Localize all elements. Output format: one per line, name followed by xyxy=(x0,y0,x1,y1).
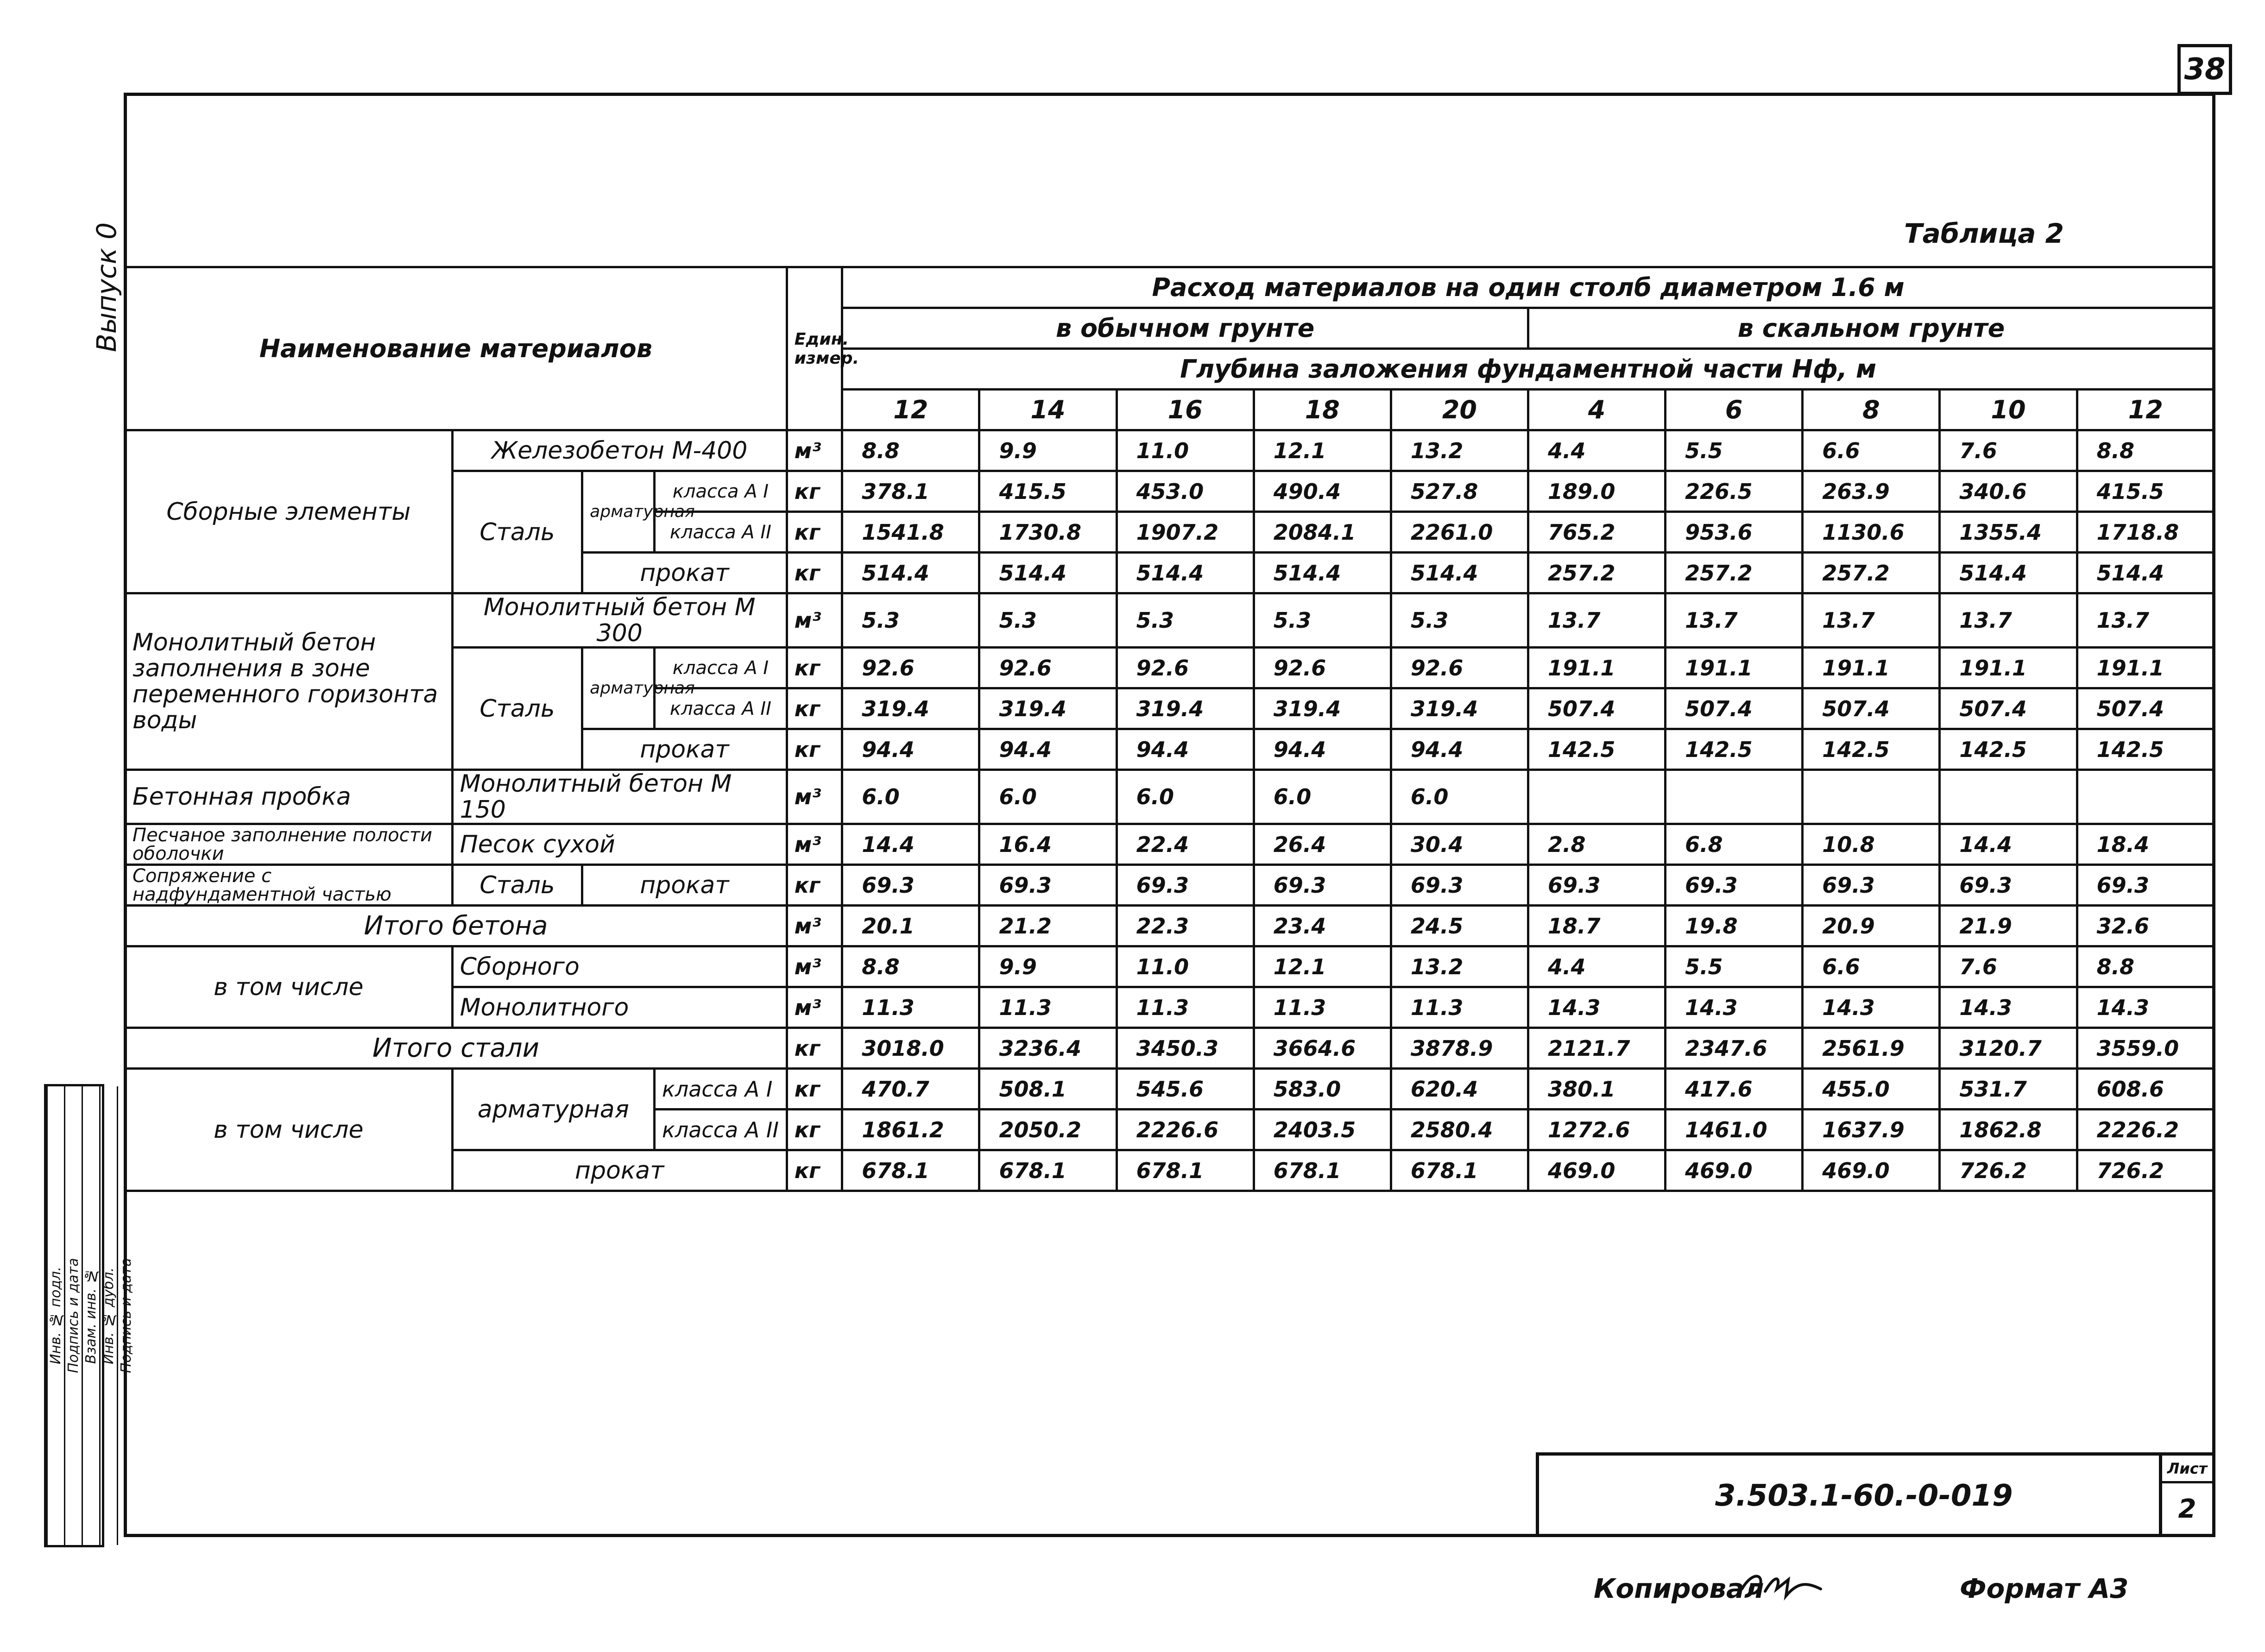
value-cell: 417.6 xyxy=(1666,1069,1803,1110)
value-cell: 263.9 xyxy=(1803,471,1940,512)
value-cell: 142.5 xyxy=(2077,729,2214,770)
table-row xyxy=(125,593,2215,648)
unit-cell: кг xyxy=(787,865,842,906)
unit-cell: кг xyxy=(787,688,842,729)
value-cell: 92.6 xyxy=(979,648,1117,688)
row-label: прокат xyxy=(582,729,787,770)
value-cell: 3120.7 xyxy=(1940,1028,2077,1069)
unit-cell: кг xyxy=(787,1069,842,1110)
stamp-column: Инв. № дубл. xyxy=(99,1086,117,1545)
page-number: 38 xyxy=(2177,44,2232,95)
value-cell: 14.3 xyxy=(1940,987,2077,1028)
value-cell xyxy=(1940,770,2077,824)
row-label: Сборные элементы xyxy=(125,430,453,593)
value-cell: 21.9 xyxy=(1940,906,2077,946)
value-cell: 13.7 xyxy=(1666,593,1803,648)
row-label: Монолитный бетон М 150 xyxy=(452,770,787,824)
unit-cell: кг xyxy=(787,1150,842,1191)
unit-cell: м³ xyxy=(787,824,842,865)
stamp-column: Подпись и дата xyxy=(64,1086,82,1545)
value-cell: 13.7 xyxy=(2077,593,2214,648)
value-cell: 8.8 xyxy=(2077,946,2214,987)
row-label: Сталь xyxy=(452,648,582,770)
value-cell: 191.1 xyxy=(1803,648,1940,688)
value-cell: 319.4 xyxy=(1254,688,1391,729)
value-cell: 13.7 xyxy=(1803,593,1940,648)
value-cell: 8.8 xyxy=(2077,430,2214,471)
value-cell: 5.5 xyxy=(1666,430,1803,471)
value-cell: 2050.2 xyxy=(979,1110,1117,1150)
value-cell: 1541.8 xyxy=(842,512,979,553)
value-cell: 6.0 xyxy=(979,770,1117,824)
row-label: Итого стали xyxy=(125,1028,787,1069)
value-cell: 13.7 xyxy=(1528,593,1666,648)
value-cell: 69.3 xyxy=(1254,865,1391,906)
row-label: арматурная xyxy=(582,471,655,553)
value-cell: 92.6 xyxy=(1391,648,1528,688)
row-label: Итого бетона xyxy=(125,906,787,946)
value-cell: 514.4 xyxy=(2077,553,2214,593)
value-cell: 142.5 xyxy=(1666,729,1803,770)
depth-value: 18 xyxy=(1254,390,1391,430)
rock-soil-header: в скальном грунте xyxy=(1528,308,2215,349)
value-cell xyxy=(1528,770,1666,824)
row-label: Бетонная пробка xyxy=(125,770,453,824)
value-cell: 191.1 xyxy=(1940,648,2077,688)
value-cell: 6.0 xyxy=(842,770,979,824)
unit-cell: кг xyxy=(787,471,842,512)
row-label: Песок сухой xyxy=(452,824,787,865)
value-cell: 514.4 xyxy=(842,553,979,593)
value-cell: 142.5 xyxy=(1803,729,1940,770)
unit-cell: м³ xyxy=(787,770,842,824)
value-cell: 514.4 xyxy=(1940,553,2077,593)
value-cell: 1130.6 xyxy=(1803,512,1940,553)
value-cell: 11.0 xyxy=(1117,430,1254,471)
value-cell: 6.0 xyxy=(1254,770,1391,824)
table-row xyxy=(125,770,2215,824)
value-cell: 380.1 xyxy=(1528,1069,1666,1110)
name-column-header: Наименование материалов xyxy=(125,267,787,430)
table-row xyxy=(125,824,2215,865)
value-cell: 5.3 xyxy=(1254,593,1391,648)
value-cell: 6.8 xyxy=(1666,824,1803,865)
unit-cell: кг xyxy=(787,553,842,593)
value-cell: 583.0 xyxy=(1254,1069,1391,1110)
sheet-number: 2 xyxy=(2178,1494,2196,1524)
value-cell: 14.3 xyxy=(2077,987,2214,1028)
value-cell: 1637.9 xyxy=(1803,1110,1940,1150)
value-cell: 514.4 xyxy=(979,553,1117,593)
value-cell xyxy=(2077,770,2214,824)
value-cell: 13.2 xyxy=(1391,430,1528,471)
unit-cell: кг xyxy=(787,648,842,688)
value-cell: 340.6 xyxy=(1940,471,2077,512)
unit-column-header: Един. измер. xyxy=(787,267,842,430)
value-cell xyxy=(1666,770,1803,824)
row-label: Песчаное заполнение полости оболочки xyxy=(125,824,453,865)
value-cell: 507.4 xyxy=(2077,688,2214,729)
value-cell: 726.2 xyxy=(1940,1150,2077,1191)
row-label: класса А I xyxy=(655,471,787,512)
value-cell: 191.1 xyxy=(2077,648,2214,688)
value-cell: 3559.0 xyxy=(2077,1028,2214,1069)
value-cell: 69.3 xyxy=(1391,865,1528,906)
value-cell: 11.3 xyxy=(842,987,979,1028)
row-label: в том числе xyxy=(125,946,453,1028)
value-cell: 69.3 xyxy=(1803,865,1940,906)
value-cell: 1355.4 xyxy=(1940,512,2077,553)
value-cell: 12.1 xyxy=(1254,946,1391,987)
value-cell: 69.3 xyxy=(1940,865,2077,906)
value-cell: 4.4 xyxy=(1528,946,1666,987)
value-cell: 378.1 xyxy=(842,471,979,512)
value-cell: 14.3 xyxy=(1528,987,1666,1028)
value-cell: 1718.8 xyxy=(2077,512,2214,553)
value-cell: 14.3 xyxy=(1666,987,1803,1028)
value-cell: 69.3 xyxy=(842,865,979,906)
row-label: класса А II xyxy=(655,1110,787,1150)
value-cell: 1272.6 xyxy=(1528,1110,1666,1150)
value-cell: 2226.6 xyxy=(1117,1110,1254,1150)
value-cell: 2226.2 xyxy=(2077,1110,2214,1150)
value-cell: 7.6 xyxy=(1940,430,2077,471)
value-cell: 3450.3 xyxy=(1117,1028,1254,1069)
depth-value: 12 xyxy=(2077,390,2214,430)
value-cell: 19.8 xyxy=(1666,906,1803,946)
value-cell: 191.1 xyxy=(1528,648,1666,688)
value-cell: 191.1 xyxy=(1666,648,1803,688)
value-cell: 3018.0 xyxy=(842,1028,979,1069)
value-cell: 11.0 xyxy=(1117,946,1254,987)
value-cell: 16.4 xyxy=(979,824,1117,865)
sheet-label: Лист xyxy=(2162,1456,2212,1483)
value-cell: 13.2 xyxy=(1391,946,1528,987)
row-label: Сборного xyxy=(452,946,787,987)
value-cell: 69.3 xyxy=(1666,865,1803,906)
main-header: Расход материалов на один столб диаметром 1.6 м xyxy=(842,267,2215,308)
value-cell: 3664.6 xyxy=(1254,1028,1391,1069)
value-cell: 9.9 xyxy=(979,430,1117,471)
row-label: арматурная xyxy=(452,1069,654,1150)
value-cell: 11.3 xyxy=(1117,987,1254,1028)
value-cell: 678.1 xyxy=(1391,1150,1528,1191)
row-label: в том числе xyxy=(125,1069,453,1191)
depth-value: 16 xyxy=(1117,390,1254,430)
sheet-cell xyxy=(2159,1456,2212,1534)
value-cell: 514.4 xyxy=(1117,553,1254,593)
value-cell: 514.4 xyxy=(1254,553,1391,593)
value-cell: 94.4 xyxy=(842,729,979,770)
value-cell: 678.1 xyxy=(1254,1150,1391,1191)
value-cell: 1861.2 xyxy=(842,1110,979,1150)
row-label: Сопряжение с надфундаментной частью xyxy=(125,865,453,906)
value-cell: 508.1 xyxy=(979,1069,1117,1110)
value-cell: 22.3 xyxy=(1117,906,1254,946)
value-cell: 507.4 xyxy=(1666,688,1803,729)
depth-value: 20 xyxy=(1391,390,1528,430)
value-cell: 22.4 xyxy=(1117,824,1254,865)
value-cell: 69.3 xyxy=(1117,865,1254,906)
value-cell: 678.1 xyxy=(979,1150,1117,1191)
depth-value: 12 xyxy=(842,390,979,430)
value-cell: 469.0 xyxy=(1528,1150,1666,1191)
depth-value: 4 xyxy=(1528,390,1666,430)
value-cell: 765.2 xyxy=(1528,512,1666,553)
value-cell: 1862.8 xyxy=(1940,1110,2077,1150)
value-cell: 92.6 xyxy=(842,648,979,688)
value-cell: 18.7 xyxy=(1528,906,1666,946)
value-cell: 94.4 xyxy=(1254,729,1391,770)
value-cell: 94.4 xyxy=(1391,729,1528,770)
unit-cell: м³ xyxy=(787,430,842,471)
value-cell: 8.8 xyxy=(842,430,979,471)
value-cell: 5.3 xyxy=(1391,593,1528,648)
value-cell: 469.0 xyxy=(1666,1150,1803,1191)
value-cell: 6.6 xyxy=(1803,430,1940,471)
value-cell: 30.4 xyxy=(1391,824,1528,865)
value-cell: 26.4 xyxy=(1254,824,1391,865)
value-cell: 469.0 xyxy=(1803,1150,1940,1191)
value-cell: 92.6 xyxy=(1117,648,1254,688)
value-cell: 257.2 xyxy=(1666,553,1803,593)
value-cell xyxy=(1803,770,1940,824)
value-cell: 12.1 xyxy=(1254,430,1391,471)
row-label: класса А II xyxy=(655,688,787,729)
value-cell: 608.6 xyxy=(2077,1069,2214,1110)
value-cell: 507.4 xyxy=(1803,688,1940,729)
value-cell: 470.7 xyxy=(842,1069,979,1110)
row-label: класса А I xyxy=(655,648,787,688)
value-cell: 507.4 xyxy=(1940,688,2077,729)
approval-stamp xyxy=(44,1084,134,1547)
value-cell: 5.3 xyxy=(979,593,1117,648)
value-cell: 2.8 xyxy=(1528,824,1666,865)
value-cell: 319.4 xyxy=(979,688,1117,729)
value-cell: 415.5 xyxy=(979,471,1117,512)
value-cell: 2561.9 xyxy=(1803,1028,1940,1069)
value-cell: 4.4 xyxy=(1528,430,1666,471)
value-cell: 1461.0 xyxy=(1666,1110,1803,1150)
row-label: прокат xyxy=(582,553,787,593)
value-cell: 1907.2 xyxy=(1117,512,1254,553)
document-code: 3.503.1-60.-0-019 xyxy=(1715,1479,2013,1513)
value-cell: 415.5 xyxy=(2077,471,2214,512)
value-cell: 678.1 xyxy=(1117,1150,1254,1191)
unit-cell: м³ xyxy=(787,946,842,987)
table-row xyxy=(125,1028,2215,1069)
unit-cell: кг xyxy=(787,1028,842,1069)
value-cell: 14.4 xyxy=(842,824,979,865)
value-cell: 21.2 xyxy=(979,906,1117,946)
table-row xyxy=(125,865,2215,906)
value-cell: 5.3 xyxy=(1117,593,1254,648)
value-cell: 490.4 xyxy=(1254,471,1391,512)
stamp-column: Подпись и дата xyxy=(117,1086,134,1545)
table-row xyxy=(125,906,2215,946)
value-cell: 20.9 xyxy=(1803,906,1940,946)
value-cell: 189.0 xyxy=(1528,471,1666,512)
value-cell: 7.6 xyxy=(1940,946,2077,987)
value-cell: 2403.5 xyxy=(1254,1110,1391,1150)
value-cell: 531.7 xyxy=(1940,1069,2077,1110)
value-cell: 20.1 xyxy=(842,906,979,946)
row-label: арматурная xyxy=(582,648,655,729)
value-cell: 953.6 xyxy=(1666,512,1803,553)
value-cell: 514.4 xyxy=(1391,553,1528,593)
value-cell: 69.3 xyxy=(979,865,1117,906)
value-cell: 5.3 xyxy=(842,593,979,648)
depth-value: 14 xyxy=(979,390,1117,430)
table-title: Таблица 2 xyxy=(1904,218,2064,249)
value-cell: 11.3 xyxy=(979,987,1117,1028)
value-cell: 257.2 xyxy=(1528,553,1666,593)
value-cell: 455.0 xyxy=(1803,1069,1940,1110)
unit-cell: кг xyxy=(787,1110,842,1150)
value-cell: 8.8 xyxy=(842,946,979,987)
unit-cell: м³ xyxy=(787,593,842,648)
value-cell: 3878.9 xyxy=(1391,1028,1528,1069)
unit-cell: м³ xyxy=(787,987,842,1028)
value-cell: 11.3 xyxy=(1254,987,1391,1028)
unit-cell: кг xyxy=(787,729,842,770)
unit-cell: м³ xyxy=(787,906,842,946)
value-cell: 13.7 xyxy=(1940,593,2077,648)
value-cell: 5.5 xyxy=(1666,946,1803,987)
value-cell: 2261.0 xyxy=(1391,512,1528,553)
row-label: прокат xyxy=(452,1150,787,1191)
value-cell: 23.4 xyxy=(1254,906,1391,946)
value-cell: 2347.6 xyxy=(1666,1028,1803,1069)
format-label: Формат А3 xyxy=(1960,1573,2129,1604)
value-cell: 545.6 xyxy=(1117,1069,1254,1110)
value-cell: 14.3 xyxy=(1803,987,1940,1028)
copier-signature xyxy=(1737,1564,1830,1605)
value-cell: 319.4 xyxy=(842,688,979,729)
value-cell: 319.4 xyxy=(1391,688,1528,729)
value-cell: 11.3 xyxy=(1391,987,1528,1028)
stamp-column: Взам. инв. № xyxy=(82,1086,99,1545)
unit-cell: кг xyxy=(787,512,842,553)
value-cell: 620.4 xyxy=(1391,1069,1528,1110)
value-cell: 69.3 xyxy=(1528,865,1666,906)
stamp-column: Инв. № подл. xyxy=(46,1086,64,1545)
value-cell: 2121.7 xyxy=(1528,1028,1666,1069)
value-cell: 69.3 xyxy=(2077,865,2214,906)
row-label: Монолитного xyxy=(452,987,787,1028)
table-row xyxy=(125,946,2215,987)
value-cell: 18.4 xyxy=(2077,824,2214,865)
copied-label: Копировал xyxy=(1594,1573,1764,1604)
value-cell: 453.0 xyxy=(1117,471,1254,512)
value-cell: 226.5 xyxy=(1666,471,1803,512)
depth-value: 8 xyxy=(1803,390,1940,430)
materials-table xyxy=(124,266,2215,1192)
row-label: Сталь xyxy=(452,865,582,906)
value-cell: 32.6 xyxy=(2077,906,2214,946)
value-cell: 94.4 xyxy=(1117,729,1254,770)
row-label: Железобетон М-400 xyxy=(452,430,787,471)
depth-value: 6 xyxy=(1666,390,1803,430)
value-cell: 257.2 xyxy=(1803,553,1940,593)
row-label: Монолитный бетон заполнения в зоне переменного горизонта воды xyxy=(125,593,453,770)
value-cell: 2084.1 xyxy=(1254,512,1391,553)
value-cell: 726.2 xyxy=(2077,1150,2214,1191)
value-cell: 2580.4 xyxy=(1391,1110,1528,1150)
issue-label: Выпуск 0 xyxy=(91,222,122,352)
value-cell: 6.6 xyxy=(1803,946,1940,987)
value-cell: 319.4 xyxy=(1117,688,1254,729)
value-cell: 24.5 xyxy=(1391,906,1528,946)
value-cell: 507.4 xyxy=(1528,688,1666,729)
row-label: Сталь xyxy=(452,471,582,593)
value-cell: 678.1 xyxy=(842,1150,979,1191)
value-cell: 6.0 xyxy=(1391,770,1528,824)
row-label: класса А I xyxy=(655,1069,787,1110)
value-cell: 3236.4 xyxy=(979,1028,1117,1069)
table-row xyxy=(125,1069,2215,1110)
value-cell: 92.6 xyxy=(1254,648,1391,688)
value-cell: 142.5 xyxy=(1528,729,1666,770)
value-cell: 1730.8 xyxy=(979,512,1117,553)
value-cell: 527.8 xyxy=(1391,471,1528,512)
depth-value: 10 xyxy=(1940,390,2077,430)
depth-header: Глубина заложения фундаментной части Нф, м xyxy=(842,349,2215,390)
value-cell: 142.5 xyxy=(1940,729,2077,770)
value-cell: 10.8 xyxy=(1803,824,1940,865)
row-label: Монолитный бетон М 300 xyxy=(452,593,787,648)
value-cell: 94.4 xyxy=(979,729,1117,770)
value-cell: 9.9 xyxy=(979,946,1117,987)
row-label: прокат xyxy=(582,865,787,906)
row-label: класса А II xyxy=(655,512,787,553)
table-row xyxy=(125,430,2215,471)
title-block xyxy=(1536,1452,2215,1537)
normal-soil-header: в обычном грунте xyxy=(842,308,1528,349)
value-cell: 6.0 xyxy=(1117,770,1254,824)
value-cell: 14.4 xyxy=(1940,824,2077,865)
